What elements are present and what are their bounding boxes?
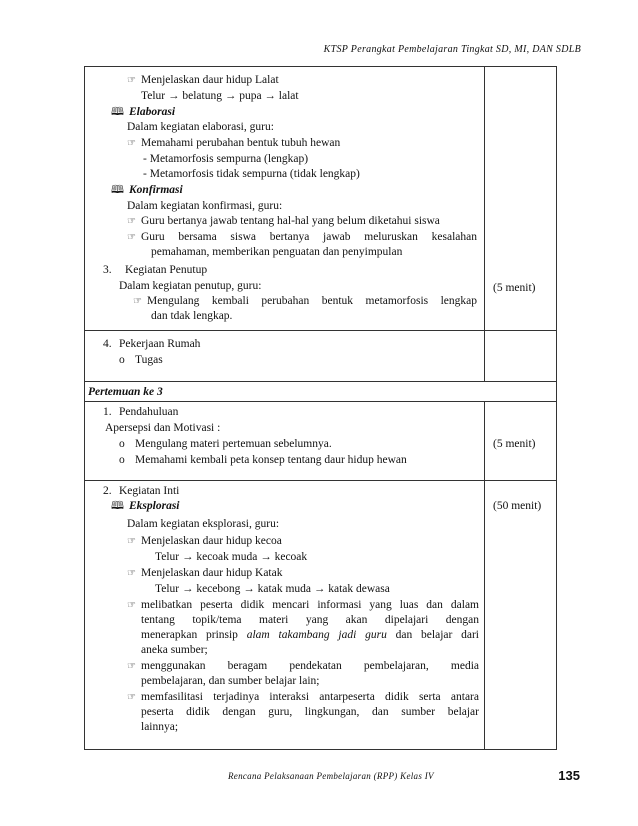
intro-line: Dalam kegiatan eksplorasi, guru: (127, 518, 280, 530)
pointer-icon: ☞ (127, 138, 136, 149)
page-number: 135 (558, 768, 580, 783)
circle-bullet: o (119, 454, 125, 466)
section-number: 2. (103, 485, 112, 497)
circle-bullet: o (119, 438, 125, 450)
pointer-icon: ☞ (127, 692, 136, 703)
duration: (5 menit) (493, 438, 536, 450)
section-title: Pendahuluan (119, 406, 179, 418)
dash-bullet: - (143, 168, 147, 180)
book-icon: 🕮 (111, 500, 124, 512)
pointer-icon: ☞ (127, 661, 136, 672)
section-title: Kegiatan Penutup (125, 264, 208, 276)
list-item: ☞ Memahami perubahan bentuk tubuh hewan (127, 137, 341, 149)
activity-cell (85, 331, 485, 382)
pointer-icon: ☞ (133, 296, 142, 307)
table-row (85, 331, 557, 382)
pointer-icon: ☞ (127, 600, 136, 611)
section-number: 1. (103, 406, 112, 418)
pointer-icon: ☞ (127, 216, 136, 227)
list-item: o Mengulang materi pertemuan sebelumnya. (119, 438, 332, 450)
table-row (85, 67, 557, 331)
meeting-header-cell (85, 382, 557, 402)
section-number: 4. (103, 338, 112, 350)
book-icon: 🕮 (111, 106, 124, 118)
list-item: ☞ Menjelaskan daur hidup Katak (127, 567, 283, 579)
list-item-cont: dan tdak lengkap. (151, 310, 233, 322)
list-item: ☞ Guru bersama siswa bertanya jawab meluruskan kesalahan (127, 231, 477, 243)
time-cell (485, 402, 557, 481)
list-item: ☞ Guru bertanya jawab tentang hal-hal yang belum diketahui siswa (127, 215, 440, 227)
section-heading: 🕮 Eksplorasi (111, 500, 180, 512)
intro-line: Dalam kegiatan konfirmasi, guru: (127, 200, 283, 212)
list-item-cont: menerapkan prinsip alam takambang jadi guru dan belajar dari (141, 629, 479, 641)
duration: (5 menit) (493, 282, 536, 294)
time-cell (485, 67, 557, 331)
time-cell (485, 331, 557, 382)
list-item-cont: lainnya; (141, 721, 179, 733)
lifecycle-line: Telur → kecebong → katak muda → katak dewasa (155, 583, 390, 595)
table-row (85, 481, 557, 750)
section-heading: 🕮 Konfirmasi (111, 184, 183, 196)
list-item: ☞ melibatkan peserta didik mencari informasi yang luas dan dalam (127, 599, 479, 611)
activity-cell (85, 402, 485, 481)
list-item: ☞ Mengulang kembali perubahan bentuk metamorfosis lengkap (133, 295, 477, 307)
pointer-icon: ☞ (127, 568, 136, 579)
intro-line: Apersepsi dan Motivasi : (105, 422, 221, 434)
list-item: - Metamorfosis tidak sempurna (tidak lengkap) (143, 168, 360, 180)
list-item: ☞ Menjelaskan daur hidup Lalat (127, 74, 279, 86)
duration: (50 menit) (493, 500, 542, 512)
table-row (85, 402, 557, 481)
section-heading: 🕮 Elaborasi (111, 106, 176, 118)
pointer-icon: ☞ (127, 75, 136, 86)
intro-line: Dalam kegiatan penutup, guru: (119, 280, 262, 292)
dash-bullet: - (143, 153, 147, 165)
running-footer: Rencana Pelaksanaan Pembelajaran (RPP) Kelas IV (228, 771, 434, 781)
italic-phrase: alam takambang jadi guru (246, 629, 387, 641)
section-number: 3. (103, 264, 112, 276)
list-item: o Memahami kembali peta konsep tentang daur hidup hewan (119, 454, 407, 466)
list-item: ☞ Menjelaskan daur hidup kecoa (127, 535, 282, 547)
list-item-cont: aneka sumber; (141, 644, 208, 656)
list-item-cont: pembelajaran, dan sumber belajar lain; (141, 675, 320, 687)
list-item: - Metamorfosis sempurna (lengkap) (143, 153, 309, 165)
circle-bullet: o (119, 354, 125, 366)
pointer-icon: ☞ (127, 232, 136, 243)
intro-line: Dalam kegiatan elaborasi, guru: (127, 121, 274, 133)
table-row (85, 382, 557, 402)
section-title: Pekerjaan Rumah (119, 338, 201, 350)
activity-cell (85, 481, 485, 750)
meeting-title: Pertemuan ke 3 (88, 386, 163, 398)
list-item: ☞ menggunakan beragam pendekatan pembelajaran, media (127, 660, 479, 672)
list-item-cont: tentang topik/tema materi yang akan dipelajari dengan (141, 614, 479, 626)
list-item-cont: peserta didik dengan guru, lingkungan, dan sumber belajar (141, 706, 479, 718)
activity-cell (85, 67, 485, 331)
lifecycle-line: Telur → belatung → pupa → lalat (141, 90, 299, 102)
section-title: Kegiatan Inti (119, 485, 180, 497)
list-item: ☞ memfasilitasi terjadinya interaksi antarpeserta didik serta antara (127, 691, 479, 703)
book-icon: 🕮 (111, 184, 124, 196)
list-item-cont: pemahaman, memberikan penguatan dan penyimpulan (151, 246, 403, 258)
time-cell (485, 481, 557, 750)
list-item: o Tugas (119, 354, 163, 366)
rpp-table (84, 66, 557, 750)
lifecycle-line: Telur → kecoak muda → kecoak (155, 551, 308, 563)
pointer-icon: ☞ (127, 536, 136, 547)
running-header: KTSP Perangkat Pembelajaran Tingkat SD, MI, DAN SDLB (323, 44, 581, 55)
